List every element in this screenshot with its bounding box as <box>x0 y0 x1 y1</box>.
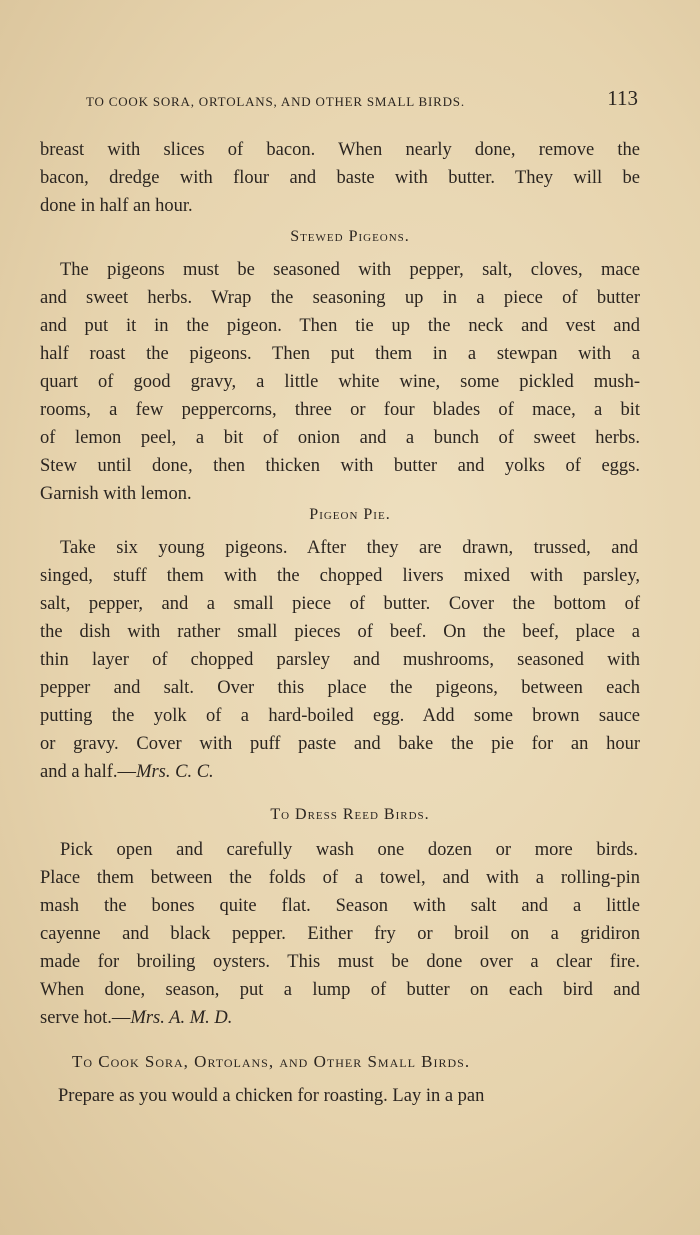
text-line: done in half an hour. <box>40 196 193 216</box>
text-line: or gravy. Cover with puff paste and bake the pie for an hour <box>40 734 640 754</box>
heading-pigeon-pie: Pigeon Pie. <box>309 506 391 523</box>
text-line: breast with slices of bacon. When nearly done, remove the <box>40 140 640 160</box>
text-line: Take six young pigeons. After they are drawn, trussed, and <box>60 538 638 558</box>
text-line: thin layer of chopped parsley and mushrooms, seasoned with <box>40 650 640 670</box>
text-line: Garnish with lemon. <box>40 484 192 504</box>
text-line-start: and a half.— <box>40 762 137 782</box>
text-line: When done, season, put a lump of butter on each bird and <box>40 980 640 1000</box>
text-line: and sweet herbs. Wrap the seasoning up in a piece of butter <box>40 288 640 308</box>
running-head <box>86 88 646 114</box>
page-number: 113 <box>607 86 638 110</box>
text-line: salt, pepper, and a small piece of butter. Cover the bottom of <box>40 594 640 614</box>
text-line: Stew until done, then thicken with butter and yolks of eggs. <box>40 456 640 476</box>
text-line: and put it in the pigeon. Then tie up the neck and vest and <box>40 316 640 336</box>
text-line: half roast the pigeons. Then put them in a stewpan with a <box>40 344 640 364</box>
text-line-start: serve hot.— <box>40 1008 131 1028</box>
text-line: The pigeons must be seasoned with pepper, salt, cloves, mace <box>60 260 640 280</box>
heading-stewed-pigeons: Stewed Pigeons. <box>290 228 410 245</box>
text-line: singed, stuff them with the chopped livers mixed with parsley, <box>40 566 640 586</box>
text-line: made for broiling oysters. This must be done over a clear fire. <box>40 952 640 972</box>
text-line <box>40 758 640 786</box>
attribution-mrs-amd: Mrs. A. M. D. <box>130 1008 233 1028</box>
text-line: putting the yolk of a hard-boiled egg. Add some brown sauce <box>40 706 640 726</box>
text-line: rooms, a few peppercorns, three or four blades of mace, a bit <box>40 400 640 420</box>
text-line: mash the bones quite flat. Season with salt and a little <box>40 896 640 916</box>
heading-small-birds: To Cook Sora, Ortolans, and Other Small Birds. <box>72 1052 471 1071</box>
text-line: Prepare as you would a chicken for roasting. Lay in a pan <box>58 1086 485 1106</box>
text-line: Pick open and carefully wash one dozen or more birds. <box>60 840 638 860</box>
text-line: quart of good gravy, a little white wine, some pickled mush- <box>40 372 640 392</box>
attribution-mrs-cc: Mrs. C. C. <box>136 762 214 782</box>
text-line: cayenne and black pepper. Either fry or broil on a gridiron <box>40 924 640 944</box>
running-title: TO COOK SORA, ORTOLANS, AND OTHER SMALL BIRDS. <box>86 94 465 109</box>
text-line: bacon, dredge with flour and baste with butter. They will be <box>40 168 640 188</box>
text-line <box>40 1004 640 1032</box>
text-line: Place them between the folds of a towel, and with a rolling-pin <box>40 868 640 888</box>
text-line: the dish with rather small pieces of beef. On the beef, place a <box>40 622 640 642</box>
text-line: of lemon peel, a bit of onion and a bunch of sweet herbs. <box>40 428 640 448</box>
heading-reed-birds: To Dress Reed Birds. <box>270 806 430 823</box>
text-line: pepper and salt. Over this place the pigeons, between each <box>40 678 640 698</box>
